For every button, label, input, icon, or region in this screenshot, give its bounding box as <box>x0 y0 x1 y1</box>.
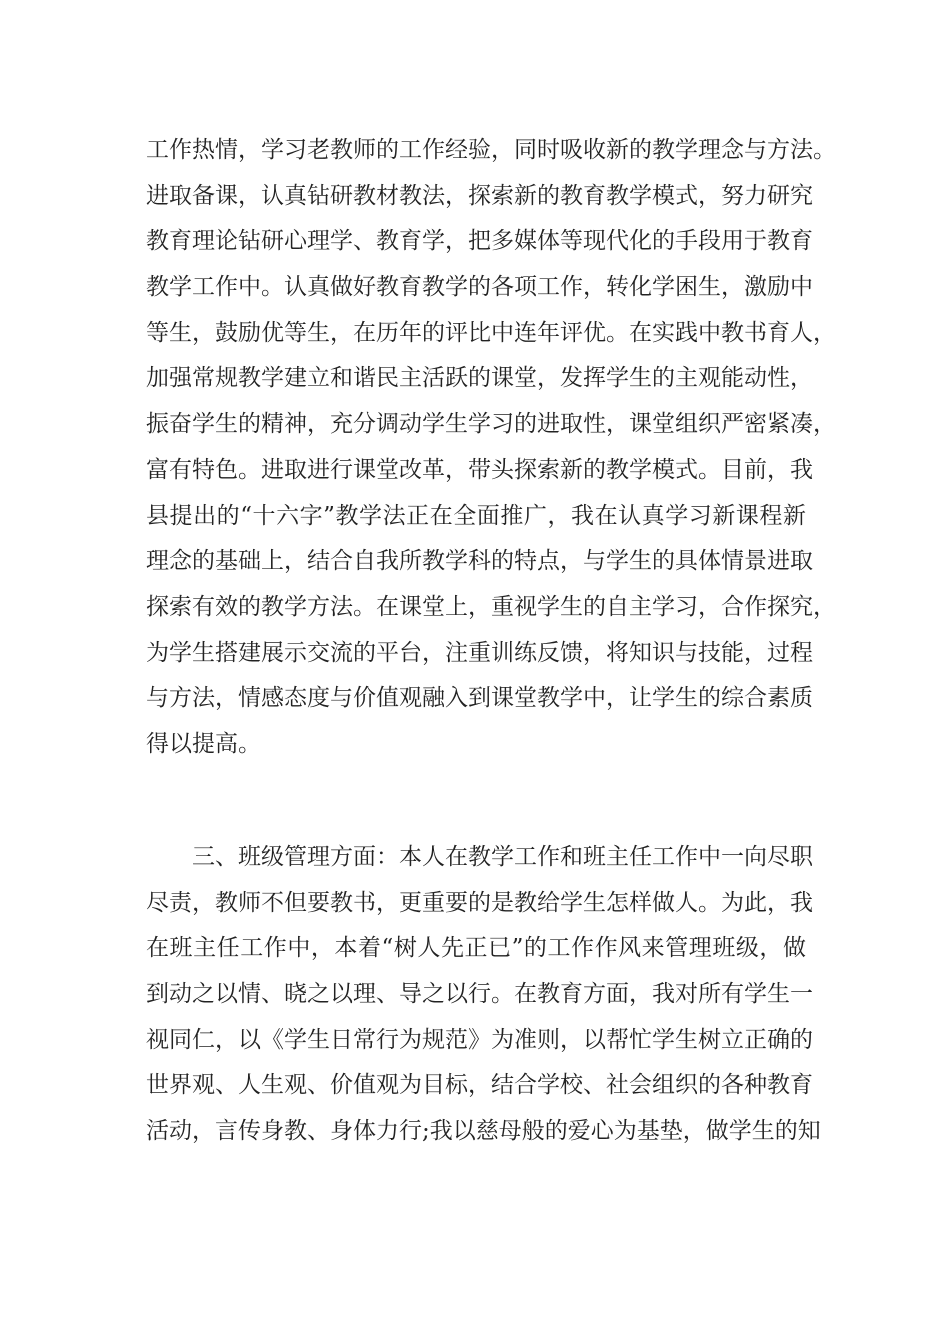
text-line: 世界观、人生观、价值观为目标，结合学校、社会组织的各种教育 <box>146 1072 813 1099</box>
text-line: 得以提高。 <box>146 730 261 757</box>
text-line: 视同仁，以《学生日常行为规范》为准则，以帮忙学生树立正确的 <box>146 1026 813 1053</box>
text-line: 理念的基础上，结合自我所教学科的特点，与学生的具体情景进取 <box>146 548 813 575</box>
text-line: 探索有效的教学方法。在课堂上，重视学生的自主学习，合作探究， <box>146 593 836 620</box>
text-line: 工作热情，学习老教师的工作经验，同时吸收新的教学理念与方法。 <box>146 137 836 163</box>
text-line: 加强常规教学建立和谐民主活跃的课堂，发挥学生的主观能动性， <box>146 365 813 392</box>
text-line: 教学工作中。认真做好教育教学的各项工作，转化学困生，激励中 <box>146 274 813 301</box>
section-heading-line: 三、班级管理方面：本人在教学工作和班主任工作中一向尽职 <box>192 844 813 870</box>
text-line: 振奋学生的精神，充分调动学生学习的进取性，课堂组织严密紧凑， <box>146 411 836 438</box>
text-line: 到动之以情、晓之以理、导之以行。在教育方面，我对所有学生一 <box>146 981 813 1008</box>
section-class-management <box>146 835 821 1155</box>
text-line: 教育理论钻研心理学、教育学，把多媒体等现代化的手段用于教育 <box>146 228 813 255</box>
text-line: 富有特色。进取进行课堂改革，带头探索新的教学模式。目前，我 <box>146 456 813 483</box>
text-line: 与方法，情感态度与价值观融入到课堂教学中，让学生的综合素质 <box>146 685 813 712</box>
paragraph-continuation <box>146 128 836 768</box>
text-line: 在班主任工作中，本着“树人先正已”的工作作风来管理班级，做 <box>146 935 806 962</box>
text-line: 尽责，教师不但要教书，更重要的是教给学生怎样做人。为此，我 <box>146 889 813 916</box>
text-line: 为学生搭建展示交流的平台，注重训练反馈，将知识与技能，过程 <box>146 639 813 666</box>
text-line: 活动，言传身教、身体力行;我以慈母般的爱心为基垫，做学生的知 <box>146 1118 821 1145</box>
text-line: 等生，鼓励优等生，在历年的评比中连年评优。在实践中教书育人， <box>146 319 836 346</box>
text-line: 县提出的“十六字”教学法正在全面推广，我在认真学习新课程新 <box>146 502 806 529</box>
text-line: 进取备课，认真钻研教材教法，探索新的教育教学模式，努力研究 <box>146 182 813 209</box>
